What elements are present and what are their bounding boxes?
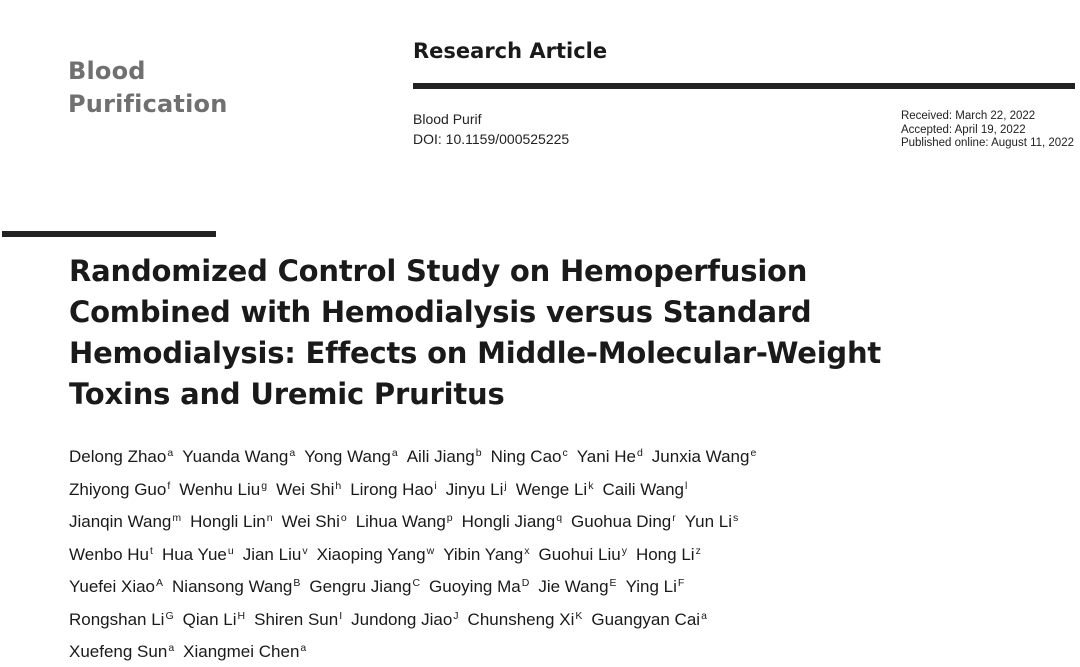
affiliation-marker: a bbox=[300, 642, 307, 654]
author[interactable] bbox=[304, 439, 398, 472]
author[interactable] bbox=[276, 472, 341, 505]
author-name: Wenbo Hu bbox=[69, 544, 150, 564]
affiliation-marker: k bbox=[588, 479, 594, 492]
author-line bbox=[69, 602, 1069, 635]
author-name: Qian Li bbox=[182, 609, 237, 629]
affiliation-marker: a bbox=[167, 447, 174, 459]
affiliation-marker: F bbox=[677, 577, 685, 589]
affiliation-marker: o bbox=[340, 512, 347, 524]
author-name: Hong Li bbox=[635, 544, 695, 564]
author-name: Yong Wang bbox=[304, 447, 391, 466]
author-line bbox=[69, 504, 1069, 537]
header-rule bbox=[413, 83, 1075, 89]
author[interactable] bbox=[429, 569, 529, 602]
article-title bbox=[69, 251, 1029, 415]
author-name: Chunsheng Xi bbox=[467, 609, 575, 629]
title-line: Toxins and Uremic Pruritus bbox=[69, 377, 505, 411]
affiliation-marker: K bbox=[575, 609, 583, 622]
author-name: Xiangmei Chen bbox=[183, 642, 300, 661]
affiliation-marker: D bbox=[521, 577, 530, 589]
affiliation-marker: v bbox=[302, 544, 308, 557]
author[interactable] bbox=[571, 504, 676, 537]
affiliation-marker: G bbox=[165, 609, 174, 622]
affiliation-marker: a bbox=[391, 447, 398, 459]
author-name: Wei Shi bbox=[276, 479, 335, 499]
author[interactable] bbox=[443, 537, 529, 570]
published-date: Published online: August 11, 2022 bbox=[900, 137, 1074, 149]
affiliation-marker: x bbox=[524, 544, 530, 557]
author[interactable] bbox=[685, 504, 739, 537]
affiliation-marker: B bbox=[293, 577, 301, 589]
affiliation-marker: A bbox=[156, 577, 164, 589]
author[interactable] bbox=[190, 504, 272, 537]
journal-brand bbox=[68, 55, 228, 121]
author[interactable] bbox=[69, 472, 170, 505]
author[interactable] bbox=[407, 439, 482, 472]
author[interactable] bbox=[602, 472, 687, 505]
author-name: Jian Liu bbox=[242, 544, 302, 564]
author-name: Shiren Sun bbox=[254, 609, 339, 629]
author-name: Guohua Ding bbox=[571, 512, 672, 531]
author-name: Caili Wang bbox=[602, 479, 685, 499]
author-line bbox=[69, 537, 1069, 570]
author-name: Yibin Yang bbox=[443, 544, 524, 564]
affiliation-marker: p bbox=[446, 512, 453, 524]
author-name: Zhiyong Guo bbox=[69, 479, 167, 499]
affiliation-marker: h bbox=[335, 479, 342, 492]
journal-name-line1: Blood bbox=[68, 57, 146, 85]
title-line: Combined with Hemodialysis versus Standard bbox=[69, 295, 812, 329]
author[interactable] bbox=[591, 602, 707, 635]
author[interactable] bbox=[577, 439, 643, 472]
author-name: Wenge Li bbox=[515, 479, 588, 499]
author-name: Jie Wang bbox=[538, 577, 609, 596]
author-name: Wei Shi bbox=[281, 512, 340, 531]
doi-link[interactable]: DOI: 10.1159/000525225 bbox=[413, 131, 570, 147]
author-name: Yani He bbox=[576, 447, 636, 466]
affiliation-marker: a bbox=[701, 609, 707, 622]
author[interactable] bbox=[183, 634, 306, 667]
author-name: Xuefeng Sun bbox=[69, 642, 168, 661]
author[interactable] bbox=[282, 504, 347, 537]
citation-info bbox=[413, 109, 569, 149]
author[interactable] bbox=[351, 602, 458, 635]
author-name: Ning Cao bbox=[490, 447, 562, 466]
affiliation-marker: t bbox=[150, 544, 153, 557]
author[interactable] bbox=[254, 602, 342, 635]
journal-abbreviation: Blood Purif bbox=[413, 111, 482, 127]
affiliation-marker: s bbox=[733, 512, 739, 524]
author-name: Wenhu Liu bbox=[179, 479, 261, 499]
article-type-heading: Research Article bbox=[413, 39, 608, 63]
affiliation-marker: e bbox=[750, 447, 757, 459]
author-name: Jinyu Li bbox=[445, 479, 504, 499]
author[interactable] bbox=[468, 602, 583, 635]
author[interactable] bbox=[309, 569, 420, 602]
author[interactable] bbox=[491, 439, 568, 472]
author-line bbox=[69, 472, 1069, 505]
title-line: Randomized Control Study on Hemoperfusion bbox=[69, 254, 808, 288]
affiliation-marker: r bbox=[672, 512, 676, 524]
author-name: Hua Yue bbox=[161, 544, 227, 564]
affiliation-marker: y bbox=[621, 544, 627, 557]
affiliation-marker: q bbox=[556, 512, 563, 524]
author-line bbox=[69, 569, 1069, 602]
author[interactable] bbox=[462, 504, 562, 537]
author[interactable] bbox=[69, 634, 174, 667]
affiliation-marker: c bbox=[562, 447, 568, 459]
affiliation-marker: f bbox=[167, 479, 171, 492]
author[interactable] bbox=[446, 472, 507, 505]
affiliation-marker: a bbox=[168, 642, 175, 654]
author-name: Hongli Lin bbox=[190, 512, 266, 531]
author[interactable] bbox=[172, 569, 300, 602]
affiliation-marker: C bbox=[412, 577, 421, 589]
author-name: Delong Zhao bbox=[69, 447, 167, 466]
received-date: Received: March 22, 2022 bbox=[900, 110, 1036, 122]
author-name: Yuanda Wang bbox=[182, 447, 289, 466]
affiliation-marker: j bbox=[504, 479, 507, 492]
affiliation-marker: n bbox=[266, 512, 273, 524]
affiliation-marker: l bbox=[685, 479, 688, 492]
affiliation-marker: d bbox=[636, 447, 643, 459]
author[interactable] bbox=[162, 537, 234, 570]
author-name: Rongshan Li bbox=[69, 609, 165, 629]
author[interactable] bbox=[69, 439, 173, 472]
title-line: Hemodialysis: Effects on Middle-Molecular-Weight bbox=[69, 336, 882, 370]
affiliation-marker: g bbox=[261, 479, 268, 492]
author[interactable] bbox=[652, 439, 757, 472]
author-name: Jundong Jiao bbox=[351, 609, 453, 629]
author-name: Jianqin Wang bbox=[69, 512, 172, 531]
affiliation-marker: I bbox=[339, 609, 343, 622]
affiliation-marker: u bbox=[227, 544, 234, 557]
author[interactable] bbox=[243, 537, 308, 570]
author-name: Guangyan Cai bbox=[591, 609, 701, 629]
affiliation-marker: a bbox=[289, 447, 296, 459]
affiliation-marker: E bbox=[609, 577, 617, 589]
affiliation-marker: z bbox=[695, 544, 701, 557]
author[interactable] bbox=[317, 537, 435, 570]
author-name: Guohui Liu bbox=[538, 544, 621, 564]
author[interactable] bbox=[69, 569, 163, 602]
author[interactable] bbox=[516, 472, 594, 505]
author-line bbox=[69, 634, 1069, 667]
author-name: Aili Jiang bbox=[406, 447, 475, 466]
affiliation-marker: J bbox=[453, 609, 459, 622]
affiliation-marker: w bbox=[426, 544, 435, 557]
author-name: Junxia Wang bbox=[651, 447, 750, 466]
author[interactable] bbox=[350, 472, 437, 505]
author-name: Yuefei Xiao bbox=[69, 577, 156, 596]
author-name: Lirong Hao bbox=[350, 479, 434, 499]
author-name: Gengru Jiang bbox=[309, 577, 412, 596]
author[interactable] bbox=[626, 569, 685, 602]
author-name: Ying Li bbox=[625, 577, 677, 596]
title-rule bbox=[2, 231, 216, 237]
affiliation-marker: i bbox=[434, 479, 437, 492]
author[interactable] bbox=[183, 602, 245, 635]
author-name: Lihua Wang bbox=[355, 512, 446, 531]
author[interactable] bbox=[538, 537, 626, 570]
author[interactable] bbox=[182, 439, 295, 472]
author-name: Guoying Ma bbox=[429, 577, 521, 596]
affiliation-marker: m bbox=[172, 512, 182, 524]
affiliation-marker: H bbox=[237, 609, 246, 622]
accepted-date: Accepted: April 19, 2022 bbox=[900, 123, 1026, 136]
author-name: Yun Li bbox=[684, 512, 732, 531]
author[interactable] bbox=[356, 504, 453, 537]
author[interactable] bbox=[636, 537, 701, 570]
affiliation-marker: b bbox=[475, 447, 482, 459]
author[interactable] bbox=[69, 537, 153, 570]
publication-dates bbox=[901, 110, 1074, 151]
author[interactable] bbox=[538, 569, 616, 602]
author[interactable] bbox=[69, 602, 174, 635]
journal-name-line2: Purification bbox=[68, 90, 228, 118]
author-name: Niansong Wang bbox=[172, 577, 293, 596]
author-list bbox=[69, 439, 1069, 667]
author[interactable] bbox=[179, 472, 267, 505]
author[interactable] bbox=[69, 504, 181, 537]
author-name: Hongli Jiang bbox=[461, 512, 556, 531]
author-line bbox=[69, 439, 1069, 472]
author-name: Xiaoping Yang bbox=[316, 544, 426, 564]
